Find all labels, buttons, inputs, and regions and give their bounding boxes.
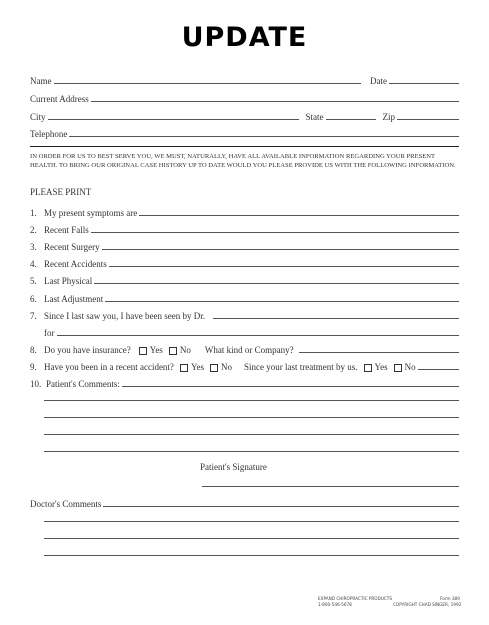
date-label: Date	[370, 76, 387, 86]
telephone-row	[30, 125, 459, 139]
recent-surgery-field[interactable]	[102, 249, 459, 250]
patient-comments-line[interactable]	[44, 417, 459, 418]
city-field[interactable]	[48, 119, 299, 120]
last-physical-field[interactable]	[94, 283, 459, 284]
recent-accidents-field[interactable]	[109, 266, 459, 267]
no-label: No	[221, 362, 233, 372]
no-label: No	[179, 345, 191, 355]
item-row	[30, 290, 459, 304]
accident-yes-checkbox[interactable]	[180, 364, 188, 372]
item-number: 8.	[30, 345, 37, 355]
patient-signature-label: Patient's Signature	[200, 462, 267, 472]
accident-no-checkbox[interactable]	[210, 364, 218, 372]
item-label: Recent Surgery	[44, 242, 100, 252]
patient-comments-line[interactable]	[44, 400, 459, 401]
item-number: 7.	[30, 311, 37, 321]
doctors-comments-line[interactable]	[44, 555, 459, 556]
please-print-label: PLEASE PRINT	[30, 187, 92, 197]
insurance-company-label: What kind or Company?	[204, 345, 294, 355]
footer-form-number: Form 389	[440, 596, 460, 601]
item-number: 2.	[30, 225, 37, 235]
since-field[interactable]	[418, 369, 459, 370]
patient-comments-field[interactable]	[122, 386, 459, 387]
since-last-treatment-label: Since your last treatment by us.	[244, 362, 358, 372]
form-title: UPDATE	[181, 22, 308, 53]
yes-label: Yes	[190, 362, 205, 372]
insurance-company-field[interactable]	[299, 352, 459, 353]
city-label: City	[30, 112, 46, 122]
seen-for-field[interactable]	[57, 335, 460, 336]
for-label: for	[44, 328, 55, 338]
insurance-question: Do you have insurance?	[44, 345, 131, 355]
date-field[interactable]	[389, 83, 459, 84]
footer-copyright: COPYRIGHT CHAD SINGER, 1992	[393, 602, 462, 607]
name-date-row	[30, 72, 459, 86]
notice-text: IN ORDER FOR US TO BEST SERVE YOU, WE MUST, NATURALLY, HAVE ALL AVAILABLE INFORMATION REGARDING YOUR PRESENT HEALTH. TO BRING OUR ORIGINAL CASE HISTORY UP TO DATE WOULD YOU PLEASE PROVIDE US WITH THE FOLLOWING INFORMATION.	[30, 153, 456, 169]
yes-label: Yes	[374, 362, 388, 372]
insurance-yes-checkbox[interactable]	[139, 347, 147, 355]
doctors-comments-line[interactable]	[44, 538, 459, 539]
insurance-row	[30, 341, 459, 355]
telephone-label: Telephone	[30, 129, 68, 139]
item-row	[30, 204, 459, 218]
seen-by-dr-field[interactable]	[213, 318, 459, 319]
accident-row	[30, 358, 459, 372]
item-label: Last Physical	[44, 276, 93, 286]
item-label: Recent Falls	[44, 225, 89, 235]
item-row	[30, 238, 459, 252]
item-number: 1.	[30, 208, 37, 218]
item-number: 9.	[30, 362, 37, 372]
item-row	[30, 221, 459, 235]
doctors-comments-field[interactable]	[103, 506, 459, 507]
telephone-field[interactable]	[69, 136, 459, 137]
patient-comments-label: Patient's Comments:	[46, 379, 120, 389]
doctors-comments-row	[30, 495, 459, 509]
item-row	[30, 272, 459, 286]
section-divider	[30, 146, 459, 147]
current-address-label: Current Address	[30, 94, 89, 104]
insurance-no-checkbox[interactable]	[169, 347, 177, 355]
no-label: No	[404, 362, 416, 372]
state-field[interactable]	[326, 119, 376, 120]
item-number: 3.	[30, 242, 37, 252]
doctors-comments-line[interactable]	[44, 521, 459, 522]
item7-for-row	[30, 324, 459, 338]
footer-company: EXPAND CHIROPRACTIC PRODUCTS	[318, 596, 393, 601]
patient-comments-line[interactable]	[44, 451, 459, 452]
item-label: Since I last saw you, I have been seen by Dr.	[44, 311, 205, 321]
patient-signature-line[interactable]	[202, 486, 459, 487]
item-label: Recent Accidents	[44, 259, 107, 269]
state-label: State	[305, 112, 324, 122]
since-yes-checkbox[interactable]	[364, 364, 372, 372]
name-field[interactable]	[54, 83, 362, 84]
item-label: Last Adjustment	[44, 294, 104, 304]
recent-falls-field[interactable]	[91, 232, 459, 233]
current-address-field[interactable]	[91, 101, 459, 102]
last-adjustment-field[interactable]	[105, 301, 459, 302]
patient-comments-row	[30, 375, 459, 389]
address-row	[30, 90, 459, 104]
item-number: 10.	[30, 379, 42, 389]
footer-phone: 1-800-546-5678	[318, 602, 352, 607]
item-row	[30, 307, 459, 321]
item-number: 4.	[30, 259, 37, 269]
since-no-checkbox[interactable]	[394, 364, 402, 372]
zip-field[interactable]	[397, 119, 459, 120]
doctors-comments-label: Doctor's Comments	[30, 499, 102, 509]
accident-question: Have you been in a recent accident?	[44, 362, 174, 372]
patient-comments-line[interactable]	[44, 434, 459, 435]
symptoms-field[interactable]	[139, 215, 459, 216]
zip-label: Zip	[382, 112, 395, 122]
item-number: 5.	[30, 276, 37, 286]
yes-label: Yes	[149, 345, 163, 355]
item-label: My present symptoms are	[44, 208, 138, 218]
name-label: Name	[30, 76, 52, 86]
item-number: 6.	[30, 294, 37, 304]
city-state-zip-row	[30, 108, 459, 122]
item-row	[30, 255, 459, 269]
